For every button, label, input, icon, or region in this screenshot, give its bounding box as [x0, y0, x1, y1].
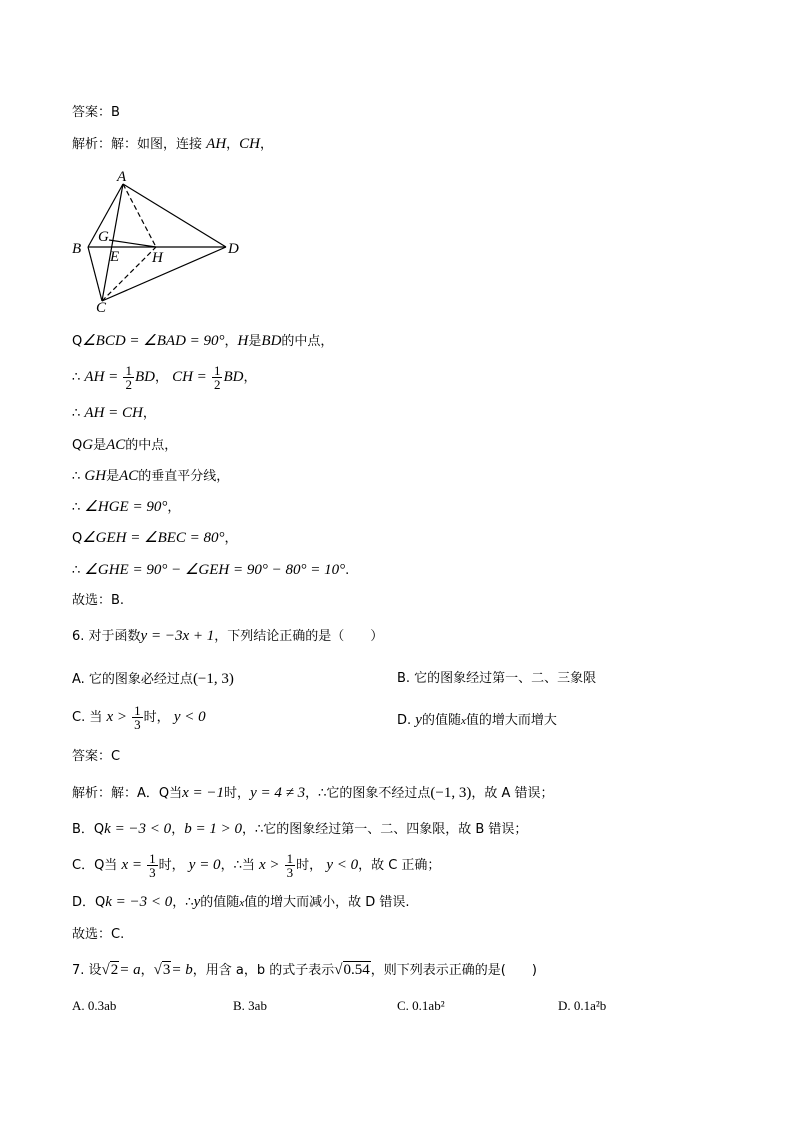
point-g: G	[82, 437, 94, 453]
formula-ah: AH =	[84, 369, 119, 385]
answer-6: 答案：C	[72, 749, 121, 764]
formula: AH = CH	[84, 405, 143, 421]
because-symbol: Q	[93, 822, 105, 837]
text: 是	[106, 469, 120, 484]
var-x: x	[239, 897, 245, 909]
edge-bc	[88, 247, 102, 301]
because-symbol: Q当	[158, 786, 183, 801]
text: 时，	[158, 858, 185, 873]
therefore-symbol: ∴	[72, 406, 81, 421]
therefore-symbol: ∴	[72, 563, 81, 578]
var-x: x	[460, 715, 466, 727]
radicand: 2	[110, 962, 119, 978]
fraction-third	[132, 704, 143, 731]
x-inequality: x >	[258, 857, 280, 873]
text: C．	[72, 858, 95, 873]
text: ，	[167, 500, 181, 515]
intro-end: ，	[260, 137, 274, 152]
because-symbol: Q	[72, 438, 83, 453]
option-text: A. 它的图象必经过点	[72, 672, 193, 687]
formula: ∠GEH = ∠BEC = 80°	[82, 530, 225, 546]
var-y: y	[415, 712, 422, 728]
x-inequality: x >	[106, 709, 128, 725]
segment-ch: CH	[239, 136, 261, 152]
text: ，∴	[172, 895, 194, 910]
separator: ，	[224, 334, 238, 349]
numerator: 1	[134, 703, 141, 718]
option-text: C. 当	[72, 710, 103, 725]
formula: ∠BCD = ∠BAD = 90°	[82, 333, 225, 349]
because-symbol: Q当	[94, 858, 118, 873]
analysis-6-c	[72, 850, 440, 881]
text: 的中点，	[281, 334, 334, 349]
sqrt-054: √0.54	[334, 962, 370, 978]
answer-5: 答案：B	[72, 105, 120, 120]
text: ，故 A 错误；	[471, 786, 554, 801]
edge-ad	[123, 184, 226, 247]
text: B．	[72, 822, 94, 837]
text: 是	[93, 438, 107, 453]
text: 的值随	[200, 895, 240, 910]
label-c: C	[96, 300, 107, 316]
because-symbol: Q	[72, 531, 83, 546]
question-7-stem	[72, 961, 537, 980]
text: 的中点，	[125, 438, 178, 453]
choice-5: 故选：B.	[72, 593, 125, 608]
fraction-half	[123, 364, 134, 391]
q7-option-b: B. 3ab	[233, 998, 267, 1013]
segment-bd: BD	[223, 369, 244, 385]
step-4	[72, 436, 177, 455]
text: 时，	[143, 710, 170, 725]
numerator: 1	[125, 363, 132, 378]
fraction-half	[212, 364, 223, 391]
step-6	[72, 498, 180, 517]
sqrt-2: √2	[101, 962, 119, 978]
label-a: A	[117, 169, 127, 185]
option-label: D.	[397, 713, 412, 728]
geometry-figure	[68, 166, 258, 316]
segment-ah: AH	[206, 136, 227, 152]
edge-cd	[102, 247, 226, 301]
separator: ，	[171, 822, 185, 837]
fraction-third	[285, 852, 296, 879]
analysis-5-intro	[72, 135, 273, 154]
fraction-third	[147, 852, 158, 879]
radicand: 3	[162, 962, 171, 978]
denominator: 3	[134, 717, 141, 732]
text: D．	[72, 895, 96, 910]
analysis-6-b	[72, 820, 527, 839]
analysis-6-d	[72, 893, 410, 912]
text: 值的增大而减小，故 D 错误.	[244, 895, 410, 910]
k-value: k = −3 < 0	[104, 821, 172, 837]
because-symbol: Q	[72, 334, 83, 349]
segment-bd: BD	[134, 369, 155, 385]
text: ，∴当	[220, 858, 255, 873]
y-value: y = 4 ≠ 3	[250, 785, 306, 801]
y-value: y = 0	[188, 857, 221, 873]
text: .	[345, 563, 350, 578]
text: 是	[248, 334, 262, 349]
text: 的值随	[421, 713, 461, 728]
point-h: H	[237, 333, 249, 349]
label-e: E	[110, 249, 120, 265]
separator: ，	[226, 137, 240, 152]
text: ，用含 a，b 的式子表示	[192, 963, 335, 978]
q6-option-b: B. 它的图象经过第一、二、三象限	[397, 671, 597, 686]
segment-ac: AC	[119, 468, 139, 484]
denominator: 2	[213, 377, 221, 392]
q7-option-d: D. 0.1a²b	[558, 998, 607, 1013]
q6-option-d	[397, 711, 557, 730]
choice-6: 故选：C.	[72, 927, 125, 942]
text: ，下列结论正确的是（ ）	[214, 629, 384, 644]
therefore-symbol: ∴	[72, 500, 81, 515]
text: ，故 C 正确；	[358, 858, 441, 873]
step-2	[72, 362, 256, 393]
text: ，	[142, 406, 156, 421]
var-y: y	[193, 894, 201, 910]
text: 值的增大而增大	[465, 713, 557, 728]
because-symbol: Q	[95, 895, 106, 910]
q7-option-c: C. 0.1ab²	[397, 998, 445, 1013]
step-7	[72, 529, 238, 548]
label-b: B	[72, 241, 82, 257]
therefore-symbol: ∴	[72, 469, 81, 484]
q7-option-a: A. 0.3ab	[72, 998, 117, 1013]
label-g: G	[98, 229, 109, 245]
edge-gh	[109, 240, 156, 247]
numerator: 1	[213, 363, 221, 378]
q6-option-a	[72, 670, 234, 689]
numerator: 1	[149, 851, 156, 866]
point: (−1, 3)	[192, 671, 234, 687]
sqrt-3: √3	[153, 962, 171, 978]
formula: ∠HGE = 90°	[84, 499, 168, 515]
formula-ch: CH =	[172, 369, 207, 385]
separator: ，	[154, 370, 168, 385]
radicand: 0.54	[343, 962, 370, 978]
segment-gh: GH	[84, 468, 107, 484]
denominator: 3	[286, 865, 294, 880]
b-value: b = 1 > 0	[184, 821, 242, 837]
step-8	[72, 561, 349, 580]
text: ，∴它的图象不经过点	[305, 786, 431, 801]
y-inequality: y < 0	[326, 857, 359, 873]
text: ，	[224, 531, 238, 546]
label-d: D	[228, 241, 239, 257]
formula: ∠GHE = 90° − ∠GEH = 90° − 80° = 10°	[84, 562, 346, 578]
label-h: H	[152, 250, 163, 266]
separator: ，	[140, 963, 154, 978]
x-value: x =	[121, 857, 142, 873]
x-value: x = −1	[182, 785, 225, 801]
segment-bd: BD	[261, 333, 282, 349]
text: ，∴它的图象经过第一、二、四象限，故 B 错误；	[241, 822, 528, 837]
segment-ac: AC	[106, 437, 126, 453]
analysis-prefix: 解析：解：如图，连接	[72, 137, 203, 152]
point: (−1, 3)	[430, 785, 472, 801]
denominator: 3	[149, 865, 156, 880]
numerator: 1	[286, 851, 294, 866]
text: 时，	[224, 786, 251, 801]
text: 解析：解：A．	[72, 786, 159, 801]
eq-a: = a	[119, 962, 141, 978]
question-number: 7. 设	[72, 963, 102, 978]
text: ，	[243, 370, 257, 385]
denominator: 2	[125, 377, 132, 392]
eq-b: = b	[171, 962, 193, 978]
step-3	[72, 404, 156, 423]
y-inequality: y < 0	[173, 709, 206, 725]
q6-option-c	[72, 702, 206, 733]
analysis-6-a	[72, 784, 553, 803]
text: 时，	[296, 858, 323, 873]
k-value: k = −3 < 0	[105, 894, 173, 910]
text: 的垂直平分线，	[138, 469, 230, 484]
function-formula: y = −3x + 1	[140, 628, 215, 644]
question-6-stem	[72, 627, 383, 646]
therefore-symbol: ∴	[72, 370, 81, 385]
step-1	[72, 332, 333, 351]
step-5	[72, 467, 229, 486]
text: ，则下列表示正确的是( )	[370, 963, 537, 978]
question-number: 6. 对于函数	[72, 629, 141, 644]
